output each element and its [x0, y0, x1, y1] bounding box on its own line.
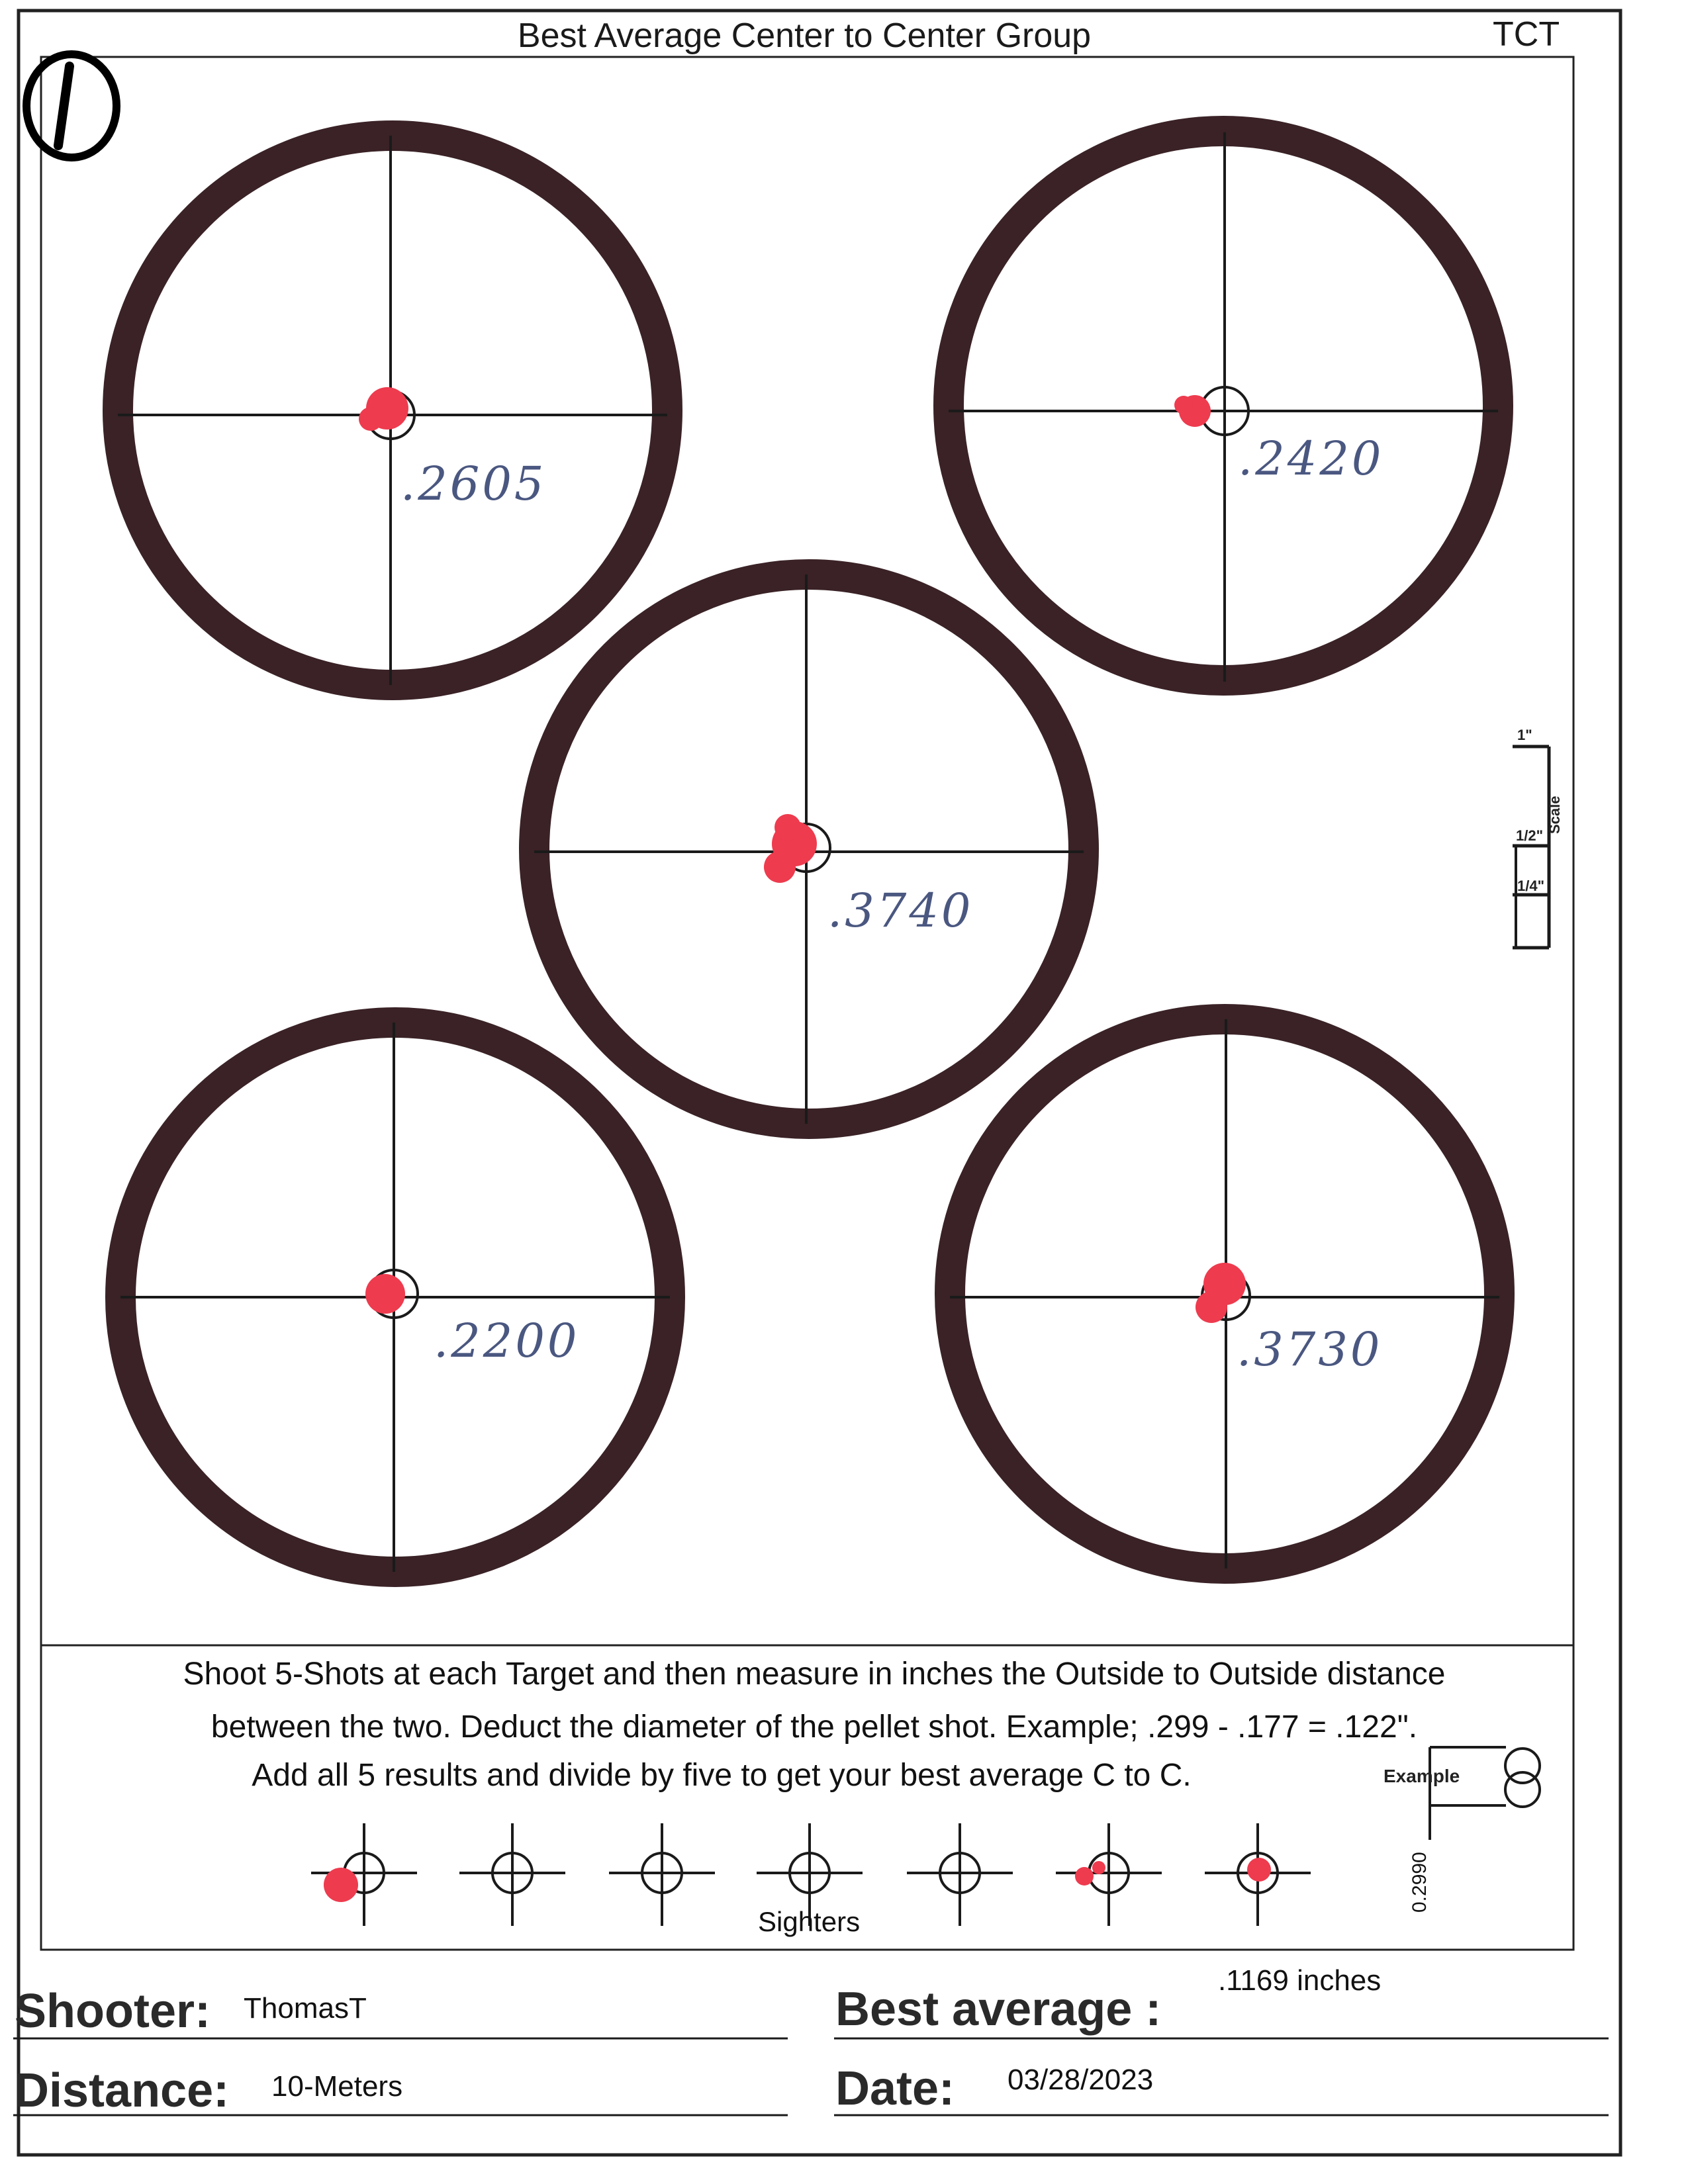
date-label: Date: [835, 2062, 955, 2115]
scale-title: Scale [1546, 796, 1563, 834]
date-value: 03/28/2023 [1008, 2064, 1154, 2096]
sighter-3 [609, 1823, 715, 1926]
target-3 [534, 574, 1084, 1124]
measurement-target-3: .3740 [827, 884, 974, 938]
target-2 [949, 131, 1498, 682]
scale-bracket [1513, 747, 1549, 948]
footer-lines [13, 2038, 1609, 2115]
example-label: Example [1383, 1766, 1460, 1786]
example-value: 0.2990 [1409, 1852, 1430, 1913]
instructions-line-2: between the two. Deduct the diameter of the pellet shot. Example; .299 - .177 = .122". [211, 1709, 1418, 1745]
target-4 [120, 1023, 670, 1572]
sighter-6 [1056, 1823, 1162, 1926]
measurement-target-4: .2200 [434, 1314, 580, 1368]
target-number-mark [26, 54, 117, 158]
instructions-line-1: Shoot 5-Shots at each Target and then measure in inches the Outside to Outside distance [183, 1657, 1446, 1692]
scale-mark-1in: 1" [1517, 727, 1532, 743]
best-average-value: .1169 inches [1218, 1964, 1382, 1997]
distance-label: Distance: [15, 2064, 230, 2117]
shooter-value: ThomasT [244, 1992, 367, 2025]
shot-group-4 [365, 1274, 405, 1314]
instructions-line-3: Add all 5 results and divide by five to get your best average C to C. [252, 1758, 1192, 1793]
measurement-target-1: .2605 [400, 457, 547, 511]
sighters-label: Sighters [758, 1906, 861, 1937]
target-5 [950, 1019, 1499, 1569]
scale-mark-quarter: 1/4" [1517, 878, 1545, 894]
measurement-target-5: .3730 [1237, 1322, 1383, 1377]
distance-value: 10-Meters [271, 2070, 403, 2103]
best-average-label: Best average : [835, 1983, 1162, 2036]
scale-mark-half: 1/2" [1516, 827, 1544, 844]
target-1 [118, 136, 667, 685]
sheet-title: Best Average Center to Center Group [517, 17, 1092, 55]
sighter-5 [907, 1823, 1013, 1926]
shooter-label: Shooter: [15, 1985, 211, 2038]
sighter-2 [459, 1823, 565, 1926]
sheet-code: TCT [1493, 15, 1560, 54]
measurement-target-2: .2420 [1238, 432, 1384, 486]
sighter-1 [311, 1823, 417, 1926]
